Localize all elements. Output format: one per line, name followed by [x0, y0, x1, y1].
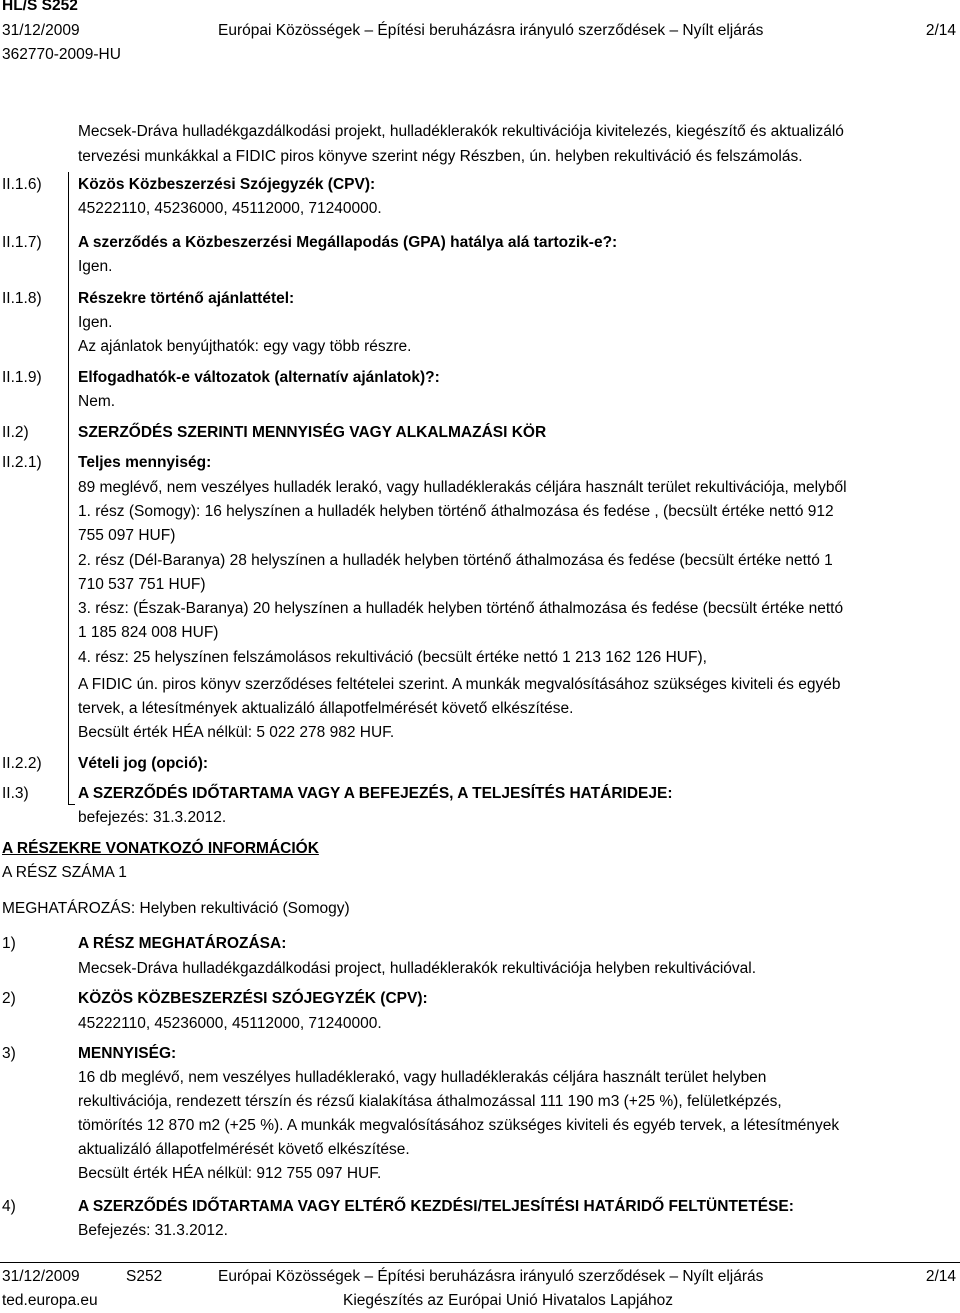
part-item-number-2: 2): [2, 990, 16, 1007]
footer-date: 31/12/2009: [2, 1268, 80, 1285]
section-value-gpa: Igen.: [78, 258, 113, 275]
footer-rule: [0, 1262, 960, 1263]
part-title-description: A RÉSZ MEGHATÁROZÁSA:: [78, 935, 287, 952]
section-value-lots: Igen.: [78, 314, 113, 331]
section-title-lots: Részekre történő ajánlattétel:: [78, 290, 295, 307]
part-item-number-1: 1): [2, 935, 16, 952]
section-number-ii-1-8: II.1.8): [2, 290, 42, 307]
section-number-ii-2-1: II.2.1): [2, 454, 42, 471]
part-quantity-line: tömörítés 12 870 m2 (+25 %). A munkák megvalósításához szükséges kiviteli és egyéb tervek, a létesítmények: [78, 1117, 840, 1134]
parts-heading: A RÉSZEKRE VONATKOZÓ INFORMÁCIÓK: [2, 840, 319, 857]
total-quantity-line: 2. rész (Dél-Baranya) 28 helyszínen a hulladék helyben történő áthalmozása és fedése (becsült értéke nettó 1: [78, 552, 833, 569]
header-doc-id: HL/S S252: [2, 0, 78, 14]
section-title-variants: Elfogadhatók-e változatok (alternatív ajánlatok)?:: [78, 369, 440, 386]
section-number-ii-2-2: II.2.2): [2, 755, 42, 772]
section-number-ii-1-7: II.1.7): [2, 234, 42, 251]
part-title-duration: A SZERZŐDÉS IDŐTARTAMA VAGY ELTÉRŐ KEZDÉSI/TELJESÍTÉSI HATÁRIDŐ FELTÜNTETÉSE:: [78, 1198, 794, 1215]
section-number-ii-3: II.3): [2, 785, 29, 802]
total-quantity-line: A FIDIC ún. piros könyv szerződéses feltételei szerint. A munkák megvalósításához szükséges kiviteli és egyéb: [78, 676, 841, 693]
section-bracket: [68, 172, 75, 805]
part-item-number-3: 3): [2, 1045, 16, 1062]
intro-line-1: Mecsek-Dráva hulladékgazdálkodási projekt, hulladéklerakók rekultivációja kivitelezés, kiegészítő és aktualizáló: [78, 123, 844, 140]
total-quantity-line: 1. rész (Somogy): 16 helyszínen a hulladék helyben történő áthalmozása és fedése , (becsült értéke nettó 912: [78, 503, 834, 520]
total-quantity-line: 710 537 751 HUF): [78, 576, 206, 593]
total-quantity-line: 3. rész: (Észak-Baranya) 20 helyszínen a hulladék helyben történő áthalmozása és fedése (becsült értéke nettó: [78, 600, 844, 617]
intro-line-2: tervezési munkákkal a FIDIC piros könyve szerint négy Részben, ún. helyben rekultiváció és felszámolás.: [78, 148, 803, 165]
part-title-cpv: KÖZÖS KÖZBESZERZÉSI SZÓJEGYZÉK (CPV):: [78, 990, 428, 1007]
section-number-ii-2: II.2): [2, 424, 29, 441]
header-reference: 362770-2009-HU: [2, 46, 121, 63]
footer-page-number: 2/14: [925, 1268, 956, 1285]
part-quantity-line: Becsült érték HÉA nélkül: 912 755 097 HUF.: [78, 1165, 382, 1182]
part-value-description: Mecsek-Dráva hulladékgazdálkodási project, hulladéklerakók rekultivációja helyben rekultivációval.: [78, 960, 757, 977]
section-value-duration: befejezés: 31.3.2012.: [78, 809, 227, 826]
section-title-gpa: A szerződés a Közbeszerzési Megállapodás (GPA) hatálya alá tartozik-e?:: [78, 234, 618, 251]
section-title-total-quantity: Teljes mennyiség:: [78, 454, 212, 471]
total-quantity-line: tervek, a létesítmények aktualizáló állapotfelmérését követő elkészítése.: [78, 700, 574, 717]
section-value-lots-detail: Az ajánlatok benyújthatók: egy vagy több részre.: [78, 338, 412, 355]
part-value-cpv: 45222110, 45236000, 45112000, 71240000.: [78, 1015, 382, 1032]
section-title-cpv: Közös Közbeszerzési Szójegyzék (CPV):: [78, 176, 376, 193]
section-title-duration: A SZERZŐDÉS IDŐTARTAMA VAGY A BEFEJEZÉS, A TELJESÍTÉS HATÁRIDEJE:: [78, 785, 673, 802]
total-quantity-line: 89 meglévő, nem veszélyes hulladék lerakó, vagy hulladéklerakás céljára használt terület rekultivációja, melyből: [78, 479, 847, 496]
total-quantity-line: 755 097 HUF): [78, 527, 176, 544]
section-number-ii-1-6: II.1.6): [2, 176, 42, 193]
section-number-ii-1-9: II.1.9): [2, 369, 42, 386]
section-value-variants: Nem.: [78, 393, 116, 410]
part-definition: MEGHATÁROZÁS: Helyben rekultiváció (Somogy): [2, 900, 350, 917]
part-quantity-line: rekultivációja, rendezett térszín és rézsű kialakítása áthalmozással 111 190 m3 (+25 %), felületképzés,: [78, 1093, 782, 1110]
total-quantity-line: Becsült érték HÉA nélkül: 5 022 278 982 HUF.: [78, 724, 395, 741]
part-title-quantity: MENNYISÉG:: [78, 1045, 177, 1062]
footer-site-link[interactable]: ted.europa.eu: [2, 1292, 98, 1309]
total-quantity-line: 4. rész: 25 helyszínen felszámolásos rekultiváció (becsült értéke nettó 1 213 162 126 HUF),: [78, 649, 707, 666]
footer-publisher: Kiegészítés az Európai Unió Hivatalos Lapjához: [343, 1292, 673, 1309]
total-quantity-line: 1 185 824 008 HUF): [78, 624, 219, 641]
footer-series: S252: [126, 1268, 163, 1285]
header-date: 31/12/2009: [2, 22, 80, 39]
part-number: A RÉSZ SZÁMA 1: [2, 864, 127, 881]
part-quantity-line: 16 db meglévő, nem veszélyes hulladéklerakó, vagy hulladéklerakás céljára használt terület helyben: [78, 1069, 767, 1086]
part-quantity-line: aktualizáló állapotfelmérését követő elkészítése.: [78, 1141, 410, 1158]
header-page-number: 2/14: [925, 22, 956, 39]
section-title-quantity-scope: SZERZŐDÉS SZERINTI MENNYISÉG VAGY ALKALMAZÁSI KÖR: [78, 424, 547, 441]
footer-title: Európai Közösségek – Építési beruházásra irányuló szerződések – Nyílt eljárás: [218, 1268, 764, 1285]
header-title: Európai Közösségek – Építési beruházásra irányuló szerződések – Nyílt eljárás: [218, 22, 764, 39]
section-value-cpv: 45222110, 45236000, 45112000, 71240000.: [78, 200, 382, 217]
part-value-duration: Befejezés: 31.3.2012.: [78, 1222, 228, 1239]
section-title-option: Vételi jog (opció):: [78, 755, 209, 772]
part-item-number-4: 4): [2, 1198, 16, 1215]
